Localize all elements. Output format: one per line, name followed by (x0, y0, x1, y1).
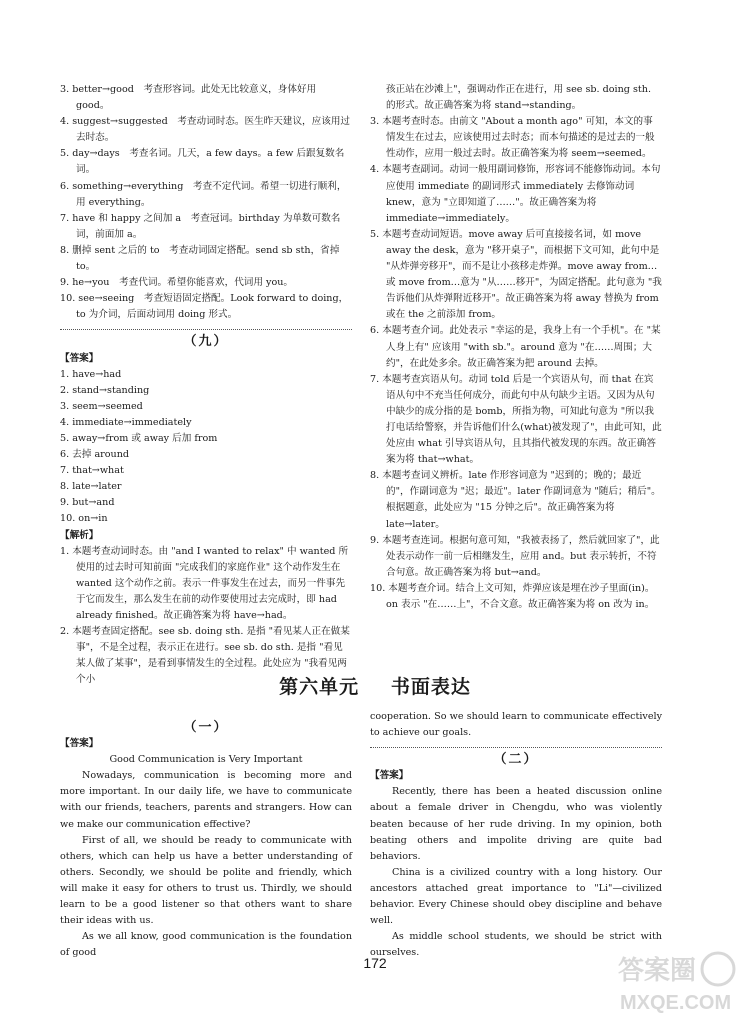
essay-paragraph: As we all know, good communication is the foundation of good (60, 931, 352, 959)
essay-paragraph: Nowadays, communication is becoming more and more important. In our daily life, we have to communicate with our friends, teachers, parents and strangers. How can we make our communication effective? (60, 770, 352, 830)
answer-tag: 【答案】 (60, 352, 99, 364)
analysis-continuation: 孩正站在沙滩上"，强调动作正在进行，用 see sb. doing sth. 的形式。故正确答案为将 stand→standing。 (386, 84, 652, 112)
left-column-top (60, 82, 352, 688)
answer-item: 4. immediate→immediately (60, 416, 192, 428)
answer-item: 2. stand→standing (60, 384, 150, 396)
analysis-item: 3. 本题考查时态。由前文 "About a month ago" 可知，本文的事情发生在过去，应该使用过去时态；而本句描述的是过去的一般性动作，应用一般过去时。故正确答案为将 seem→seemed。 (370, 116, 655, 160)
unit-number: 第六单元 (279, 676, 360, 698)
analysis-item: 2. 本题考查固定搭配。see sb. doing sth. 是指 "看见某人正在做某事"，不是全过程，表示正在进行。see sb. do sth. 是指 "看见某人做了某事"，是看到事情发生的全过程。此处应为 "我看见两个小 (60, 626, 350, 686)
answer-item: 6. 去掉 around (60, 449, 130, 461)
answer-tag: 【答案】 (60, 738, 99, 750)
correction-item: 5. day→days 考查名词。几天，a few days。a few 后跟复数名词。 (60, 148, 345, 176)
correction-item: 9. he→you 考查代词。希望你能喜欢，代词用 you。 (60, 277, 293, 289)
analysis-item: 8. 本题考查词义辨析。late 作形容词意为 "迟到的；晚的；最近的"，作副词意为 "迟；最近"。later 作副词意为 "随后；稍后"。根据题意，此处应为 "15 分钟之后"。故正确答案为将 late→later。 (370, 470, 661, 530)
right-column-top (370, 82, 662, 613)
essay-paragraph: First of all, we should be ready to communicate with others, which can help us have a better understanding of others. Secondly, we should be polite and friendly, which will make it easy for others to trust us. Thirdly, we should learn to be a good listener so that others want to share their ideas with us. (60, 834, 352, 927)
essay-continuation: cooperation. So we should learn to communicate effectively to achieve our goals. (370, 711, 662, 739)
answer-tag: 【答案】 (370, 770, 409, 782)
right-column-bottom (370, 709, 662, 961)
answer-item: 5. away→from 或 away 后加 from (60, 432, 218, 444)
unit-heading (0, 672, 750, 699)
answer-item: 8. late→later (60, 481, 122, 493)
essay-paragraph: China is a civilized country with a long history. Our ancestors attached great importance to "Li"—civilized behavior. Every Chinese should obey discipline and behave well. (370, 866, 662, 927)
correction-item: 7. have 和 happy 之间加 a 考查冠词。birthday 为单数可数名词，前面加 a。 (60, 212, 341, 240)
correction-item: 3. better→good 考查形容词。此处无比较意义，身体好用 good。 (60, 84, 317, 112)
analysis-item: 4. 本题考查副词。动词一般用副词修饰，形容词不能修饰动词。本句应使用 immediate 的副词形式 immediately 去修饰动词 knew，意为 "立即知道了……"。故正确答案为将 immediate→immediately。 (370, 164, 661, 224)
analysis-item: 1. 本题考查动词时态。由 "and I wanted to relax" 中 wanted 所使用的过去时可知前面 "完成我们的家庭作业" 这个动作发生在 wanted 这个动作之前。表示一件事发生在过去，而另一件事先于它而发生，那么发生在前的动作要使用过去完成时，即 had already finished。故正确答案为将 have→had。 (60, 545, 349, 621)
answer-item: 7. that→what (60, 465, 124, 477)
analysis-item: 5. 本题考查动词短语。move away 后可直接接名词，如 move away the desk，意为 "移开桌子"，而根据下文可知，此句中是 "从炸弹旁移开"，而不是让小孩移走炸弹。move away from…或 move from…意为 "从……移开"，为固定搭配。此句意为 "我告诉他们从炸弹附近移开"。故正确答案为将 away 替换为 from 或在 the 之前添加 from。 (370, 228, 662, 321)
section-title-nine: （九） (183, 334, 229, 350)
watermark-bottom-text: MXQE.COM (620, 992, 732, 1014)
left-column-bottom (60, 720, 352, 961)
unit-title: 书面表达 (390, 676, 471, 698)
answer-item: 3. seem→seemed (60, 400, 143, 412)
essay-paragraph: Recently, there has been a heated discussion online about a female driver in Chengdu, who was violently beaten because of her rude driving. In my opinion, both beating others and impolite driving are quite bad behaviors. (370, 786, 662, 862)
watermark-circle-icon (702, 953, 734, 985)
analysis-item: 7. 本题考查宾语从句。动词 told 后是一个宾语从句，而 that 在宾语从句中不充当任何成分，而此句中从句缺少主语。又因为从句中缺少的成分指的是 bomb，所指为物，可知此句意为 "所以我打电话给警察，并告诉他们什么(what)被发现了"，由此可知，此处应由 what 引导宾语从句，且其指代被发现的东西。故正确答案为将 that→what。 (370, 373, 662, 466)
page-number: 172 (363, 955, 387, 971)
correction-item: 8. 删掉 sent 之后的 to 考查动词固定搭配。send sb sth，省掉 to。 (60, 244, 340, 273)
answer-item: 1. have→had (60, 368, 122, 380)
analysis-item: 9. 本题考查连词。根据句意可知，"我被表扬了，然后就回家了"，此处表示动作一前一后相继发生，应用 and。but 表示转折，不符合句意。故正确答案为将 but→and。 (370, 534, 660, 578)
correction-item: 4. suggest→suggested 考查动词时态。医生昨天建议，应该用过去时态。 (60, 116, 351, 144)
section-title-two: （二） (493, 752, 539, 768)
analysis-item: 6. 本题考查介词。此处表示 "幸运的是，我身上有一个手机"。在 "某人身上有" 应该用 "with sb."。around 意为 "在……周围；大约"，在此处多余。故正确答案为把 around 去掉。 (370, 325, 661, 369)
correction-item: 6. something→everything 考查不定代词。希望一切进行顺利，用 everything。 (60, 180, 347, 208)
watermark-logo (614, 947, 742, 1015)
watermark-top-text: 答案圈 (618, 955, 697, 985)
analysis-item: 10. 本题考查介词。结合上文可知，炸弹应该是埋在沙子里面(in)。on 表示 "在……上"，不合文意。故正确答案为将 on 改为 in。 (370, 582, 655, 610)
answer-item: 9. but→and (60, 497, 115, 509)
dotted-divider (60, 329, 352, 330)
correction-item: 10. see→seeing 考查短语固定搭配。Look forward to doing，to 为介词，后面动词用 doing 形式。 (60, 293, 349, 321)
analysis-tag: 【解析】 (60, 529, 99, 541)
essay-paragraph: As middle school students, we should be strict with ourselves. (370, 931, 662, 959)
answer-item: 10. on→in (60, 513, 108, 525)
section-title-one: （一） (183, 720, 229, 735)
dotted-divider (370, 747, 662, 748)
essay-title: Good Communication is Very Important (109, 754, 303, 766)
